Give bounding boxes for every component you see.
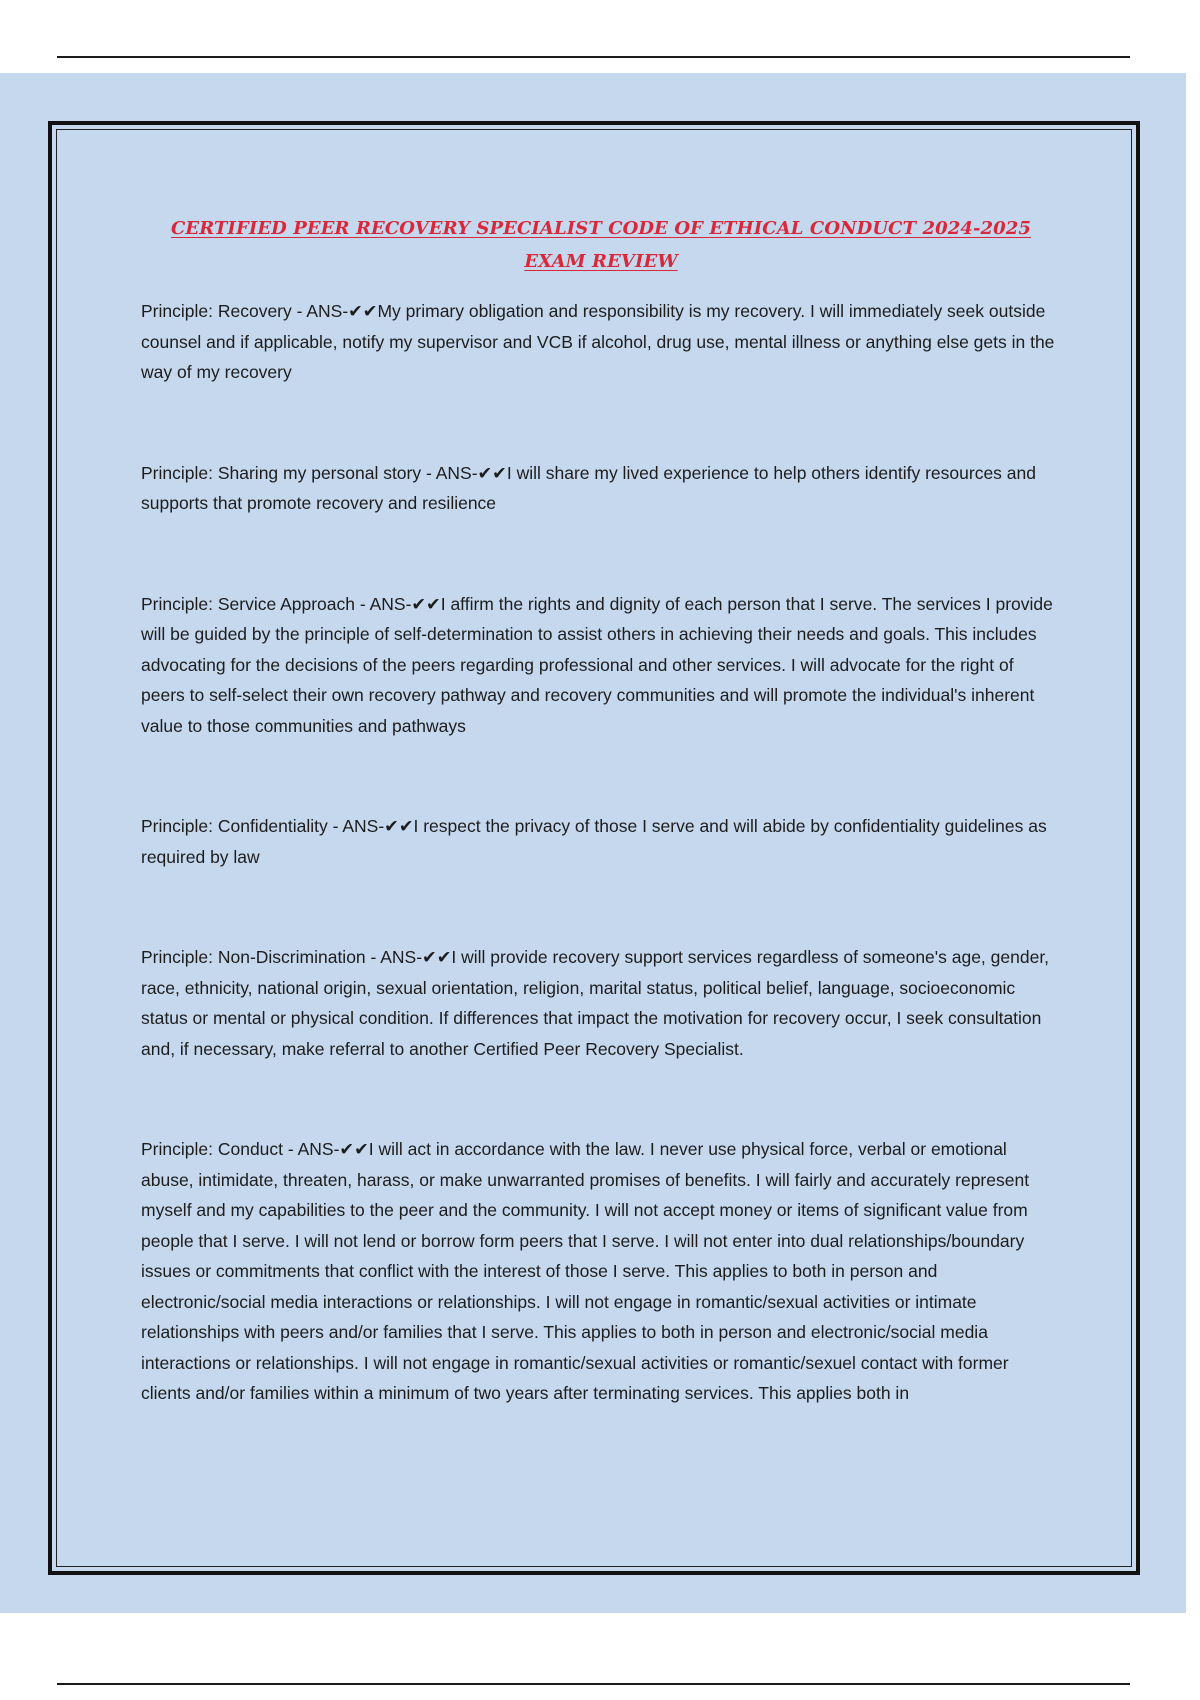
principle-entry-non-discrimination: Principle: Non-Discrimination - ANS-✔✔I will provide recovery support services regardless of someone's age, gender, race, ethnicity, national origin, sexual orientation, religion, marital status, political belief, language, socioeconomic status or mental or physical condition. If differences that impact the motivation for recovery occur, I seek consultation and, if necessary, make referral to another Certified Peer Recovery Specialist.	[141, 947, 1050, 1059]
bottom-rule	[57, 1683, 1130, 1685]
principle-entry-confidentiality: Principle: Confidentiality - ANS-✔✔I respect the privacy of those I serve and will abide by confidentiality guidelines as required by law	[141, 816, 1047, 867]
principle-entry-conduct: Principle: Conduct - ANS-✔✔I will act in accordance with the law. I never use physical force, verbal or emotional abuse, intimidate, threaten, harass, or make unwarranted promises of benefits. I will fairly and accurately represent myself and my capabilities to the peer and the community. I will not accept money or items of significant value from people that I serve. I will not lend or borrow form peers that I serve. I will not enter into dual relationships/boundary issues or commitments that conflict with the interest of those I serve. This applies to both in person and electronic/social media interactions or relationships. I will not engage in romantic/sexual activities or intimate relationships with peers and/or families that I serve. This applies to both in person and electronic/social media interactions or relationships. I will not engage in romantic/sexual activities or romantic/sexuel contact with former clients and/or families within a minimum of two years after terminating services. This applies both in	[141, 1139, 1030, 1403]
top-rule	[57, 56, 1130, 58]
document-title: CERTIFIED PEER RECOVERY SPECIALIST CODE OF ETHICAL CONDUCT 2024-2025 EXAM REVIEW	[170, 218, 1032, 272]
document-content	[141, 212, 1061, 1409]
principle-entry-recovery: Principle: Recovery - ANS-✔✔My primary obligation and responsibility is my recovery. I will immediately seek outside counsel and if applicable, notify my supervisor and VCB if alcohol, drug use, mental illness or anything else gets in the way of my recovery	[141, 301, 1055, 382]
principle-entry-sharing-story: Principle: Sharing my personal story - ANS-✔✔I will share my lived experience to help others identify resources and supports that promote recovery and resilience	[141, 462, 1036, 513]
principle-entry-service-approach: Principle: Service Approach - ANS-✔✔I affirm the rights and dignity of each person that I serve. The services I provide will be guided by the principle of self-determination to assist others in achieving their needs and goals. This includes advocating for the decisions of the peers regarding professional and other services. I will advocate for the right of peers to self-select their own recovery pathway and recovery communities and will promote the individual's inherent value to those communities and pathways	[141, 593, 1053, 736]
